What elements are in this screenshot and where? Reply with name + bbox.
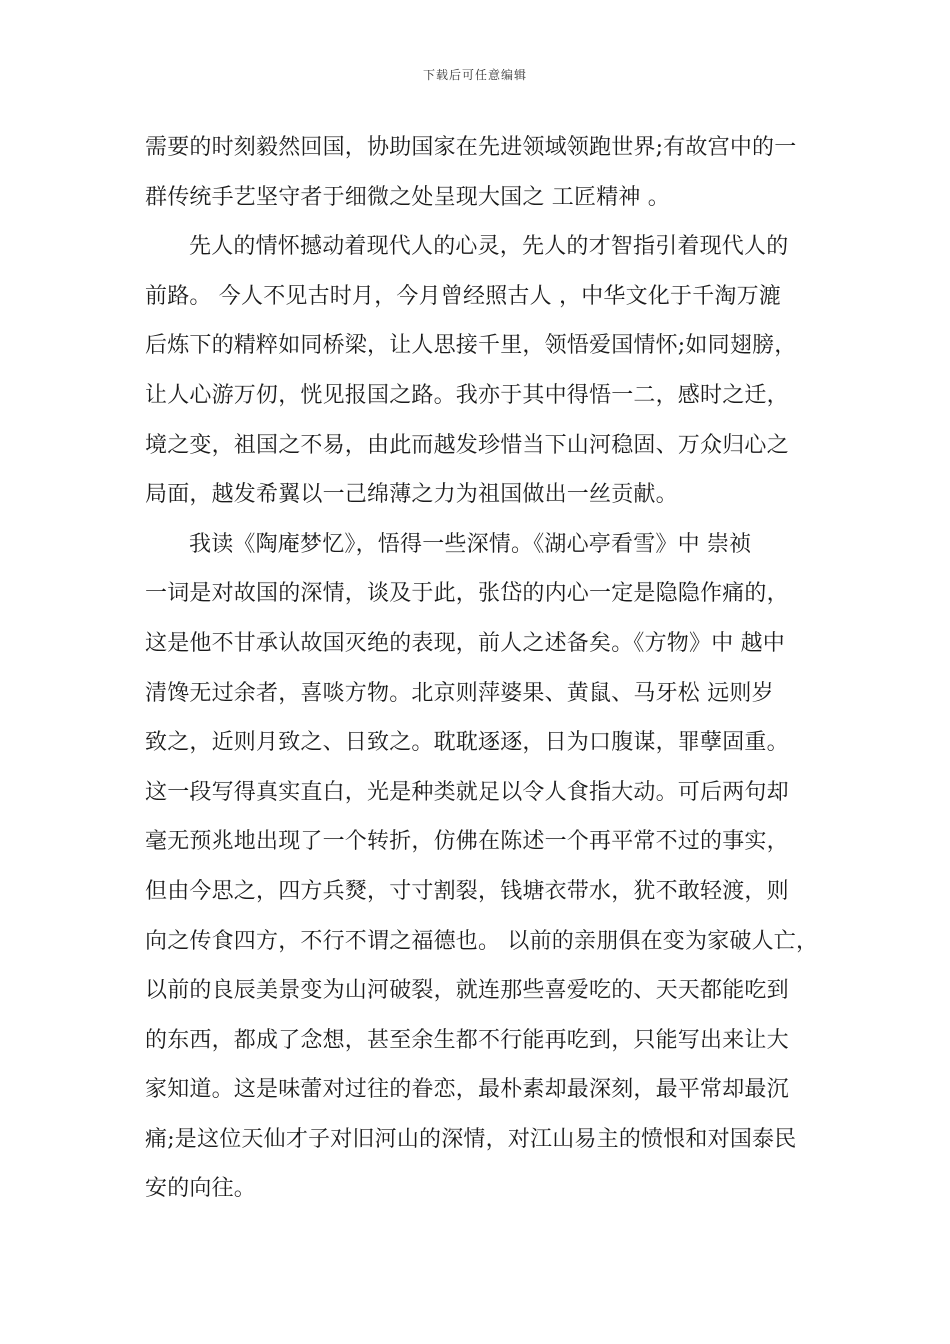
- text-line: 这一段写得真实直白，光是种类就足以令人食指大动。可后两句却: [145, 779, 789, 805]
- text-line: 局面，越发希翼以一己绵薄之力为祖国做出一丝贡献。: [145, 482, 678, 508]
- text-line: 前路。 今人不见古时月，今月曾经照古人 ，中华文化于千淘万漉: [145, 283, 781, 309]
- text-line: 这是他不甘承认故国灭绝的表现，前人之述备矣。《方物》中 越中: [145, 630, 785, 656]
- text-line: 致之，近则月致之、日致之。耽耽逐逐，日为口腹谋，罪孽固重。: [145, 730, 789, 756]
- text-line: 群传统手艺坚守者于细微之处呈现大国之 工匠精神 。: [145, 184, 670, 210]
- text-line: 以前的良辰美景变为山河破裂，就连那些喜爱吃的、天天都能吃到: [145, 978, 789, 1004]
- text-line: 后炼下的精粹如同桥梁，让人思接千里，领悟爱国情怀;如同翅膀，: [145, 333, 797, 359]
- document-body: [145, 128, 825, 1219]
- paragraph-start-line: 我读《陶庵梦忆》，悟得一些深情。《湖心亭看雪》中 崇祯: [189, 531, 752, 557]
- text-line: 安的向往。: [145, 1176, 257, 1202]
- text-line: 向之传食四方，不行不谓之福德也。 以前的亲朋俱在变为家破人亡，: [145, 928, 819, 954]
- text-line: 一词是对故国的深情，谈及于此，张岱的内心一定是隐隐作痛的，: [145, 581, 789, 607]
- paragraph-start-line: 先人的情怀撼动着现代人的心灵，先人的才智指引着现代人的: [189, 234, 789, 260]
- text-line: 让人心游万仞，恍见报国之路。我亦于其中得悟一二，感时之迁，: [145, 382, 789, 408]
- text-line: 需要的时刻毅然回国，协助国家在先进领域领跑世界;有故宫中的一: [145, 135, 797, 160]
- text-line: 家知道。这是味蕾对过往的眷恋，最朴素却最深刻，最平常却最沉: [145, 1077, 789, 1103]
- page-header: 下载后可任意编辑: [422, 68, 527, 82]
- text-line: 痛;是这位天仙才子对旧河山的深情，对江山易主的愤恨和对国泰民: [145, 1126, 797, 1152]
- text-line: 毫无预兆地出现了一个转折，仿佛在陈述一个再平常不过的事实，: [145, 829, 789, 855]
- text-line: 的东西，都成了念想，甚至余生都不行能再吃到，只能写出来让大: [145, 1027, 789, 1053]
- text-line: 境之变，祖国之不易，由此而越发珍惜当下山河稳固、万众归心之: [145, 432, 789, 458]
- text-line: 但由今思之，四方兵燹，寸寸割裂，钱塘衣带水，犹不敢轻渡，则: [145, 878, 789, 904]
- text-line: 清馋无过余者，喜啖方物。北京则萍婆果、黄鼠、马牙松 远则岁: [145, 680, 774, 706]
